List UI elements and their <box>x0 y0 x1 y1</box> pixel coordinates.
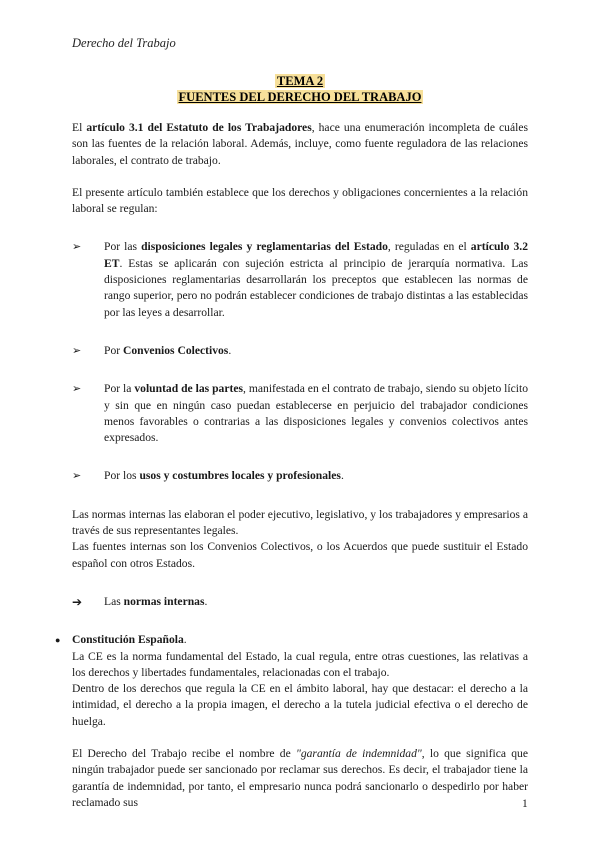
arrow-right-icon: ➔ <box>72 594 83 609</box>
paragraph-ce-rights: Dentro de los derechos que regula la CE en el ámbito laboral, hay que destacar: el derecho a la intimidad, el derecho a la propia imagen, el derecho a la tutela judicial efectiva o el derecho de huelga. <box>72 682 528 728</box>
paragraph-internal-sources: Las fuentes internas son los Convenios Colectivos, o los Acuerdos que puede sustituir el Estado español con otros Estados. <box>72 540 528 570</box>
list-item: ➢ Por la voluntad de las partes, manifestada en el contrato de trabajo, siendo su objeto lícito y sin que en ningún caso puedan establecerse en perjuicio del trabajador condiciones menos favorables o contrarias a las disposiciones legales y convenios colectivos antes expresados. <box>72 382 529 445</box>
arrowhead-bullet-icon: ➢ <box>72 241 82 254</box>
paragraph-garantia-indemnidad: El Derecho del Trabajo recibe el nombre de "garantía de indemnidad", lo que significa que ningún trabajador puede ser sancionado por reclamar sus derechos. Es decir, el trabajador tiene la garantía de indemnidad, por tanto, el empresario nunca podrá sancionarlo o despedirlo por haber reclamado sus <box>72 747 528 809</box>
arrowhead-bullet-icon: ➢ <box>72 470 82 483</box>
arrowhead-bullet-icon: ➢ <box>72 344 82 357</box>
title-line-2: FUENTES DEL DERECHO DEL TRABAJO <box>178 90 422 104</box>
section-heading-normas-internas: ➔ Las normas internas. <box>72 594 208 609</box>
arrowhead-bullet-icon: ➢ <box>72 383 82 396</box>
list-item: ➢ Por Convenios Colectivos. <box>72 343 528 359</box>
bullet-dot-icon: ● <box>55 635 61 646</box>
paragraph-intro: El artículo 3.1 del Estatuto de los Trabajadores, hace una enumeración incompleta de cuáles son las fuentes de la relación laboral. Además, incluye, como fuente reguladora de las relaciones laborales, el contrato de trabajo. <box>72 121 528 167</box>
title-line-1: TEMA 2 <box>276 74 324 88</box>
paragraph-regulation: El presente artículo también establece que los derechos y obligaciones concernientes a la relación laboral se regulan: <box>72 185 528 216</box>
document-title <box>0 73 600 105</box>
list-item: ➢ Por las disposiciones legales y reglamentarias del Estado, reguladas en el artículo 3.2 ET. Estas se aplicarán con sujeción estricta al principio de jerarquía normativa. Las disposiciones reglamentarias desarrollarán los preceptos que establecen las normas de rango superior, pero no podrán establecer condiciones de trabajo distintas a las establecidas por las leyes a desarrollar. <box>72 240 528 319</box>
paragraph-ce-fundamental: La CE es la norma fundamental del Estado, la cual regula, entre otras cuestiones, las relativas a los derechos y libertades fundamentales, relacionadas con el trabajo. <box>72 649 528 679</box>
running-header: Derecho del Trabajo <box>72 36 176 50</box>
paragraph-internal-norms: Las normas internas las elaboran el poder ejecutivo, legislativo, y los trabajadores y empresarios a través de sus representantes legales. <box>72 507 528 538</box>
list-item: ➢ Por los usos y costumbres locales y profesionales. <box>72 468 528 484</box>
page-number: 1 <box>522 798 528 810</box>
subsection-constitucion: ● Constitución Española. <box>72 632 528 648</box>
document-body <box>55 120 529 811</box>
